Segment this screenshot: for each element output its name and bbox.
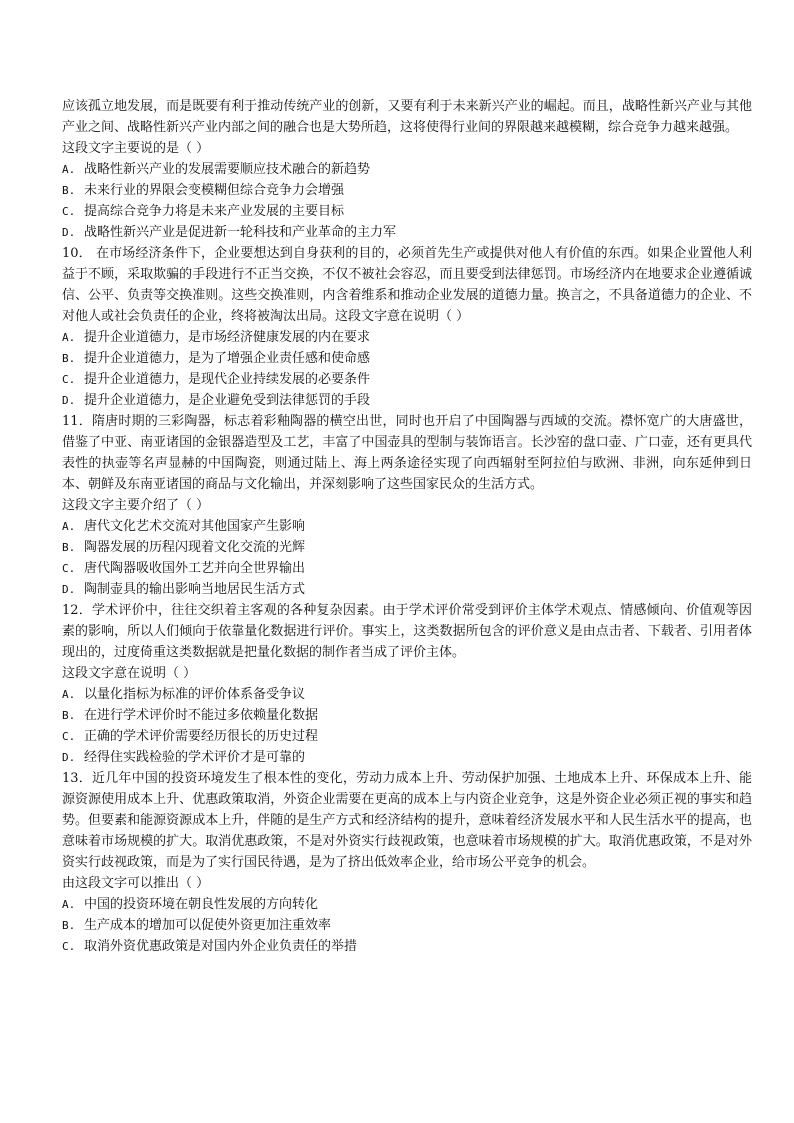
option-letter: A. xyxy=(62,898,76,911)
option-text: 未来行业的界限会变模糊但综合竞争力会增强 xyxy=(84,183,345,198)
passage-text: 13．近几年中国的投资环境发生了根本性的变化，劳动力成本上升、劳动保护加强、土地成本上升、环保成本上升、能源资源使用成本上升、优惠政策取消，外资企业需要在更高的成本上与内资企业竞争，这是外资企业必须正视的事实和趋势。但要素和能源资源成本上升，伴随的是生产方式和经济结构的提升，意味着经济发展水平和人民生活水平的提高，也意味着市场规模的扩大。取消优惠政策，不是对外资实行歧视政策，也意味着市场规模的扩大。取消优惠政策，不是对外资实行歧视政策，而是为了实行国民待遇，是为了挤出低效率企业，给市场公平竞争的机会。 xyxy=(62,771,752,870)
question-11 xyxy=(62,411,752,600)
option-c xyxy=(62,726,752,747)
question-13 xyxy=(62,768,752,957)
option-letter: C. xyxy=(62,940,76,953)
option-letter: B. xyxy=(62,184,76,197)
option-a xyxy=(62,159,752,180)
option-letter: C. xyxy=(62,730,76,743)
option-letter: D. xyxy=(62,583,76,596)
option-text: 经得住实践检验的学术评价才是可靠的 xyxy=(84,750,306,765)
option-c xyxy=(62,369,752,390)
option-a xyxy=(62,684,752,705)
option-text: 提升企业道德力，是为了增强企业责任感和使命感 xyxy=(84,351,371,366)
option-letter: C. xyxy=(62,373,76,386)
question-9-continued xyxy=(62,96,752,243)
option-c xyxy=(62,558,752,579)
option-b xyxy=(62,348,752,369)
option-d xyxy=(62,579,752,600)
option-text: 提高综合竞争力将是未来产业发展的主要目标 xyxy=(84,204,345,219)
option-text: 战略性新兴产业是促进新一轮科技和产业革命的主力军 xyxy=(84,225,397,240)
option-text: 取消外资优惠政策是对国内外企业负责任的举措 xyxy=(84,939,358,954)
passage-text: 12．学术评价中，往往交织着主客观的各种复杂因素。由于学术评价常受到评价主体学术观点、情感倾向、价值观等因素的影响，所以人们倾向于依靠量化数据进行评价。事实上，这类数据所包含的评价意义是由点击者、下载者、引用者体现出的，过度倚重这类数据就是把量化数据的制作者当成了评价主体。 xyxy=(62,603,752,660)
option-letter: D. xyxy=(62,226,76,239)
option-letter: B. xyxy=(62,919,76,932)
question-12 xyxy=(62,600,752,768)
option-text: 提升企业道德力，是现代企业持续发展的必要条件 xyxy=(84,372,371,387)
option-letter: B. xyxy=(62,352,76,365)
option-b xyxy=(62,537,752,558)
question-stem: 这段文字意在说明（ ） xyxy=(62,666,197,681)
option-letter: B. xyxy=(62,541,76,554)
option-text: 陶器发展的历程闪现着文化交流的光辉 xyxy=(84,540,306,555)
option-a xyxy=(62,516,752,537)
option-letter: A. xyxy=(62,163,76,176)
option-a xyxy=(62,894,752,915)
option-text: 中国的投资环境在朝良性发展的方向转化 xyxy=(84,897,319,912)
option-text: 生产成本的增加可以促使外资更加注重效率 xyxy=(84,918,332,933)
option-d xyxy=(62,390,752,411)
option-text: 唐代陶器吸收国外工艺并向全世界输出 xyxy=(84,561,306,576)
option-letter: D. xyxy=(62,394,76,407)
option-letter: A. xyxy=(62,331,76,344)
option-b xyxy=(62,705,752,726)
option-text: 在进行学术评价时不能过多依赖量化数据 xyxy=(84,708,319,723)
option-text: 提升企业道德力，是企业避免受到法律惩罚的手段 xyxy=(84,393,371,408)
option-text: 陶制壶具的输出影响当地居民生活方式 xyxy=(84,582,306,597)
option-b xyxy=(62,915,752,936)
document-body xyxy=(62,96,752,957)
passage-text: 10． 在市场经济条件下，企业要想达到自身获利的目的，必须首先生产或提供对他人有价值的东西。如果企业置他人利益于不顾，采取欺骗的手段进行不正当交换，不仅不被社会容忍，而且要受到法律惩罚。市场经济内在地要求企业遵循诚信、公平、负责等交换准则。这些交换准则，内含着维系和推动企业发展的道德力量。换言之，不具备道德力的企业、不对他人或社会负责任的企业，终将被淘汰出局。这段文字意在说明（ ） xyxy=(62,246,752,324)
question-stem: 由这段文字可以推出（ ） xyxy=(62,876,210,891)
passage-text: 应该孤立地发展，而是既要有利于推动传统产业的创新，又要有利于未来新兴产业的崛起。而且，战略性新兴产业与其他产业之间、战略性新兴产业内部之间的融合也是大势所趋，这将使得行业间的界限越来越模糊，综合竞争力越来越强。 xyxy=(62,99,752,135)
option-text: 以量化指标为标准的评价体系备受争议 xyxy=(84,687,306,702)
option-a xyxy=(62,327,752,348)
option-text: 提升企业道德力，是市场经济健康发展的内在要求 xyxy=(84,330,371,345)
option-d xyxy=(62,747,752,768)
question-stem: 这段文字主要介绍了（ ） xyxy=(62,498,210,513)
option-c xyxy=(62,936,752,957)
question-stem: 这段文字主要说的是（ ） xyxy=(62,141,210,156)
option-letter: A. xyxy=(62,688,76,701)
question-10 xyxy=(62,243,752,411)
option-text: 正确的学术评价需要经历很长的历史过程 xyxy=(84,729,319,744)
option-b xyxy=(62,180,752,201)
option-c xyxy=(62,201,752,222)
passage-text: 11．隋唐时期的三彩陶器，标志着彩釉陶器的横空出世，同时也开启了中国陶器与西域的交流。襟怀宽广的大唐盛世，借鉴了中亚、南亚诸国的金银器造型及工艺，丰富了中国壶具的型制与装饰语言。长沙窑的盘口壶、广口壶，还有更具代表性的执壶等名声显赫的中国陶瓷，则通过陆上、海上两条途径实现了向西辐射至阿拉伯与欧洲、非洲，向东延伸到日本、朝鲜及东南亚诸国的商品与文化输出，并深刻影响了这些国家民众的生活方式。 xyxy=(62,414,752,492)
option-letter: B. xyxy=(62,709,76,722)
option-text: 战略性新兴产业的发展需要顺应技术融合的新趋势 xyxy=(84,162,371,177)
option-letter: D. xyxy=(62,751,76,764)
option-letter: C. xyxy=(62,205,76,218)
option-letter: C. xyxy=(62,562,76,575)
option-d xyxy=(62,222,752,243)
option-letter: A. xyxy=(62,520,76,533)
option-text: 唐代文化艺术交流对其他国家产生影响 xyxy=(84,519,306,534)
